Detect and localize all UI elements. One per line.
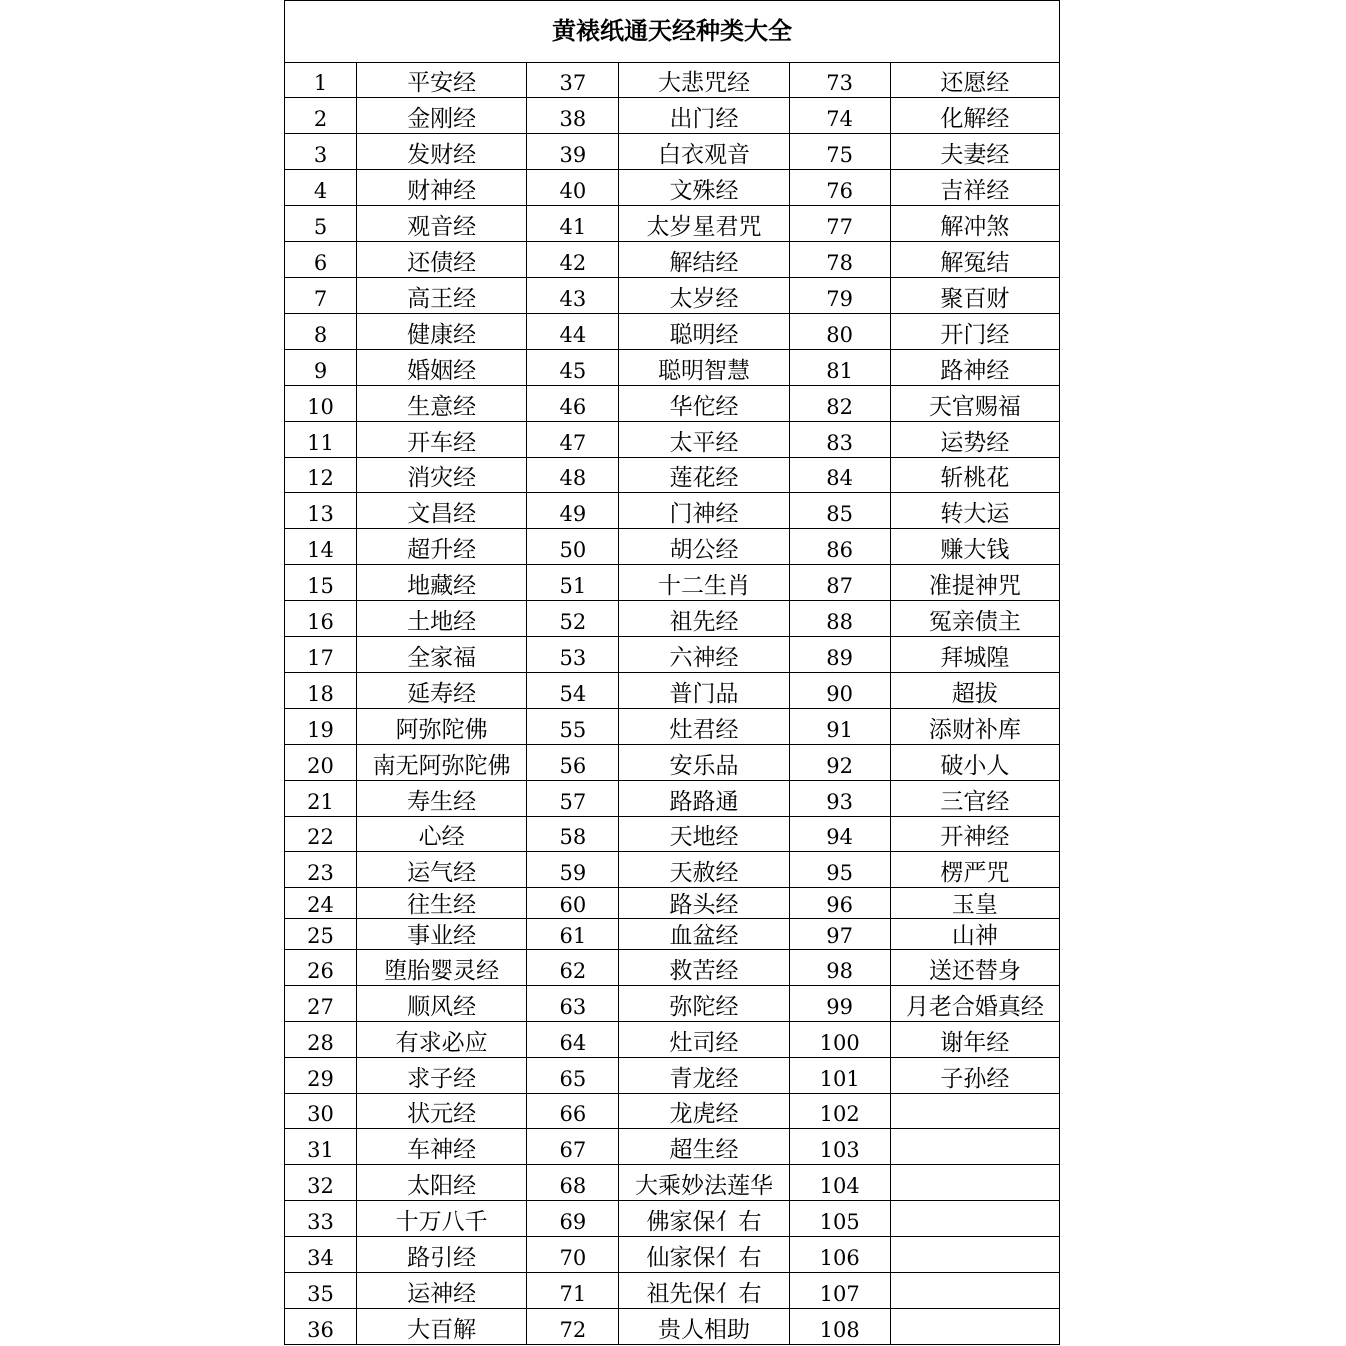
scripture-name: 救苦经 [619, 949, 789, 985]
item-number: 54 [527, 672, 619, 708]
scripture-name [890, 1165, 1059, 1201]
scripture-name: 楞严咒 [890, 852, 1059, 888]
item-number: 94 [789, 816, 890, 852]
title-row [285, 1, 1060, 63]
item-number: 39 [527, 134, 619, 170]
scripture-name: 解结经 [619, 242, 789, 278]
item-number: 49 [527, 493, 619, 529]
item-number: 45 [527, 349, 619, 385]
item-number: 69 [527, 1201, 619, 1237]
scripture-name: 解冲煞 [890, 206, 1059, 242]
item-number: 53 [527, 637, 619, 673]
scripture-name: 准提神咒 [890, 565, 1059, 601]
scripture-name: 门神经 [619, 493, 789, 529]
scripture-name: 路路通 [619, 780, 789, 816]
scripture-name: 山神 [890, 919, 1059, 950]
scripture-name: 六神经 [619, 637, 789, 673]
item-number: 44 [527, 313, 619, 349]
scripture-name: 金刚经 [357, 98, 527, 134]
table-row [285, 949, 1060, 985]
table-row [285, 852, 1060, 888]
table-row [285, 744, 1060, 780]
scripture-name: 吉祥经 [890, 170, 1059, 206]
item-number: 33 [285, 1201, 357, 1237]
item-number: 8 [285, 313, 357, 349]
scripture-name: 全家福 [357, 637, 527, 673]
scripture-name: 文殊经 [619, 170, 789, 206]
scripture-name: 聪明经 [619, 313, 789, 349]
scripture-name: 灶君经 [619, 708, 789, 744]
item-number: 63 [527, 985, 619, 1021]
scripture-name: 拜城隍 [890, 637, 1059, 673]
item-number: 71 [527, 1273, 619, 1309]
item-number: 1 [285, 62, 357, 98]
item-number: 16 [285, 601, 357, 637]
scripture-name: 夫妻经 [890, 134, 1059, 170]
item-number: 67 [527, 1129, 619, 1165]
scripture-name: 解冤结 [890, 242, 1059, 278]
scripture-name: 事业经 [357, 919, 527, 950]
scripture-name: 阿弥陀佛 [357, 708, 527, 744]
scripture-name: 车神经 [357, 1129, 527, 1165]
scripture-name: 出门经 [619, 98, 789, 134]
item-number: 25 [285, 919, 357, 950]
scripture-name: 华佗经 [619, 385, 789, 421]
scripture-name: 祖先保亻右 [619, 1273, 789, 1309]
table-row [285, 780, 1060, 816]
scripture-name: 破小人 [890, 744, 1059, 780]
item-number: 97 [789, 919, 890, 950]
item-number: 100 [789, 1021, 890, 1057]
table-row [285, 1273, 1060, 1309]
scripture-name: 地藏经 [357, 565, 527, 601]
item-number: 9 [285, 349, 357, 385]
item-number: 11 [285, 421, 357, 457]
item-number: 107 [789, 1273, 890, 1309]
scripture-name: 安乐品 [619, 744, 789, 780]
item-number: 106 [789, 1237, 890, 1273]
item-number: 81 [789, 349, 890, 385]
item-number: 89 [789, 637, 890, 673]
scripture-name: 寿生经 [357, 780, 527, 816]
scripture-name: 心经 [357, 816, 527, 852]
scripture-name [890, 1201, 1059, 1237]
scripture-name: 还愿经 [890, 62, 1059, 98]
item-number: 84 [789, 457, 890, 493]
table-row [285, 1057, 1060, 1093]
scripture-name: 开车经 [357, 421, 527, 457]
scripture-name: 高王经 [357, 277, 527, 313]
item-number: 20 [285, 744, 357, 780]
table-row [285, 421, 1060, 457]
table-row [285, 62, 1060, 98]
scripture-name: 太岁星君咒 [619, 206, 789, 242]
table-row [285, 708, 1060, 744]
scripture-name: 发财经 [357, 134, 527, 170]
item-number: 7 [285, 277, 357, 313]
item-number: 103 [789, 1129, 890, 1165]
scripture-name: 运势经 [890, 421, 1059, 457]
table-row [285, 134, 1060, 170]
scripture-name: 祖先经 [619, 601, 789, 637]
item-number: 13 [285, 493, 357, 529]
item-number: 26 [285, 949, 357, 985]
item-number: 72 [527, 1308, 619, 1344]
item-number: 79 [789, 277, 890, 313]
item-number: 68 [527, 1165, 619, 1201]
scripture-name: 斩桃花 [890, 457, 1059, 493]
item-number: 22 [285, 816, 357, 852]
scripture-name: 路引经 [357, 1237, 527, 1273]
item-number: 15 [285, 565, 357, 601]
item-number: 104 [789, 1165, 890, 1201]
item-number: 34 [285, 1237, 357, 1273]
item-number: 42 [527, 242, 619, 278]
scripture-name: 聚百财 [890, 277, 1059, 313]
scripture-name: 十万八千 [357, 1201, 527, 1237]
item-number: 90 [789, 672, 890, 708]
item-number: 28 [285, 1021, 357, 1057]
scripture-name: 三官经 [890, 780, 1059, 816]
scripture-name: 求子经 [357, 1057, 527, 1093]
scripture-name: 添财补库 [890, 708, 1059, 744]
item-number: 52 [527, 601, 619, 637]
item-number: 78 [789, 242, 890, 278]
item-number: 61 [527, 919, 619, 950]
scripture-name: 顺风经 [357, 985, 527, 1021]
scripture-name: 赚大钱 [890, 529, 1059, 565]
item-number: 12 [285, 457, 357, 493]
item-number: 70 [527, 1237, 619, 1273]
item-number: 27 [285, 985, 357, 1021]
item-number: 105 [789, 1201, 890, 1237]
scripture-name: 路神经 [890, 349, 1059, 385]
table-row [285, 98, 1060, 134]
item-number: 48 [527, 457, 619, 493]
item-number: 93 [789, 780, 890, 816]
item-number: 46 [527, 385, 619, 421]
table-row [285, 1237, 1060, 1273]
scripture-name: 文昌经 [357, 493, 527, 529]
scripture-name: 天赦经 [619, 852, 789, 888]
item-number: 85 [789, 493, 890, 529]
scripture-name: 还债经 [357, 242, 527, 278]
table-row [285, 601, 1060, 637]
scripture-name: 太岁经 [619, 277, 789, 313]
item-number: 91 [789, 708, 890, 744]
item-number: 30 [285, 1093, 357, 1129]
item-number: 29 [285, 1057, 357, 1093]
item-number: 65 [527, 1057, 619, 1093]
table-row [285, 313, 1060, 349]
table-title: 黄裱纸通天经种类大全 [285, 1, 1060, 63]
item-number: 3 [285, 134, 357, 170]
item-number: 36 [285, 1308, 357, 1344]
scripture-name: 太阳经 [357, 1165, 527, 1201]
scripture-name: 往生经 [357, 888, 527, 919]
item-number: 35 [285, 1273, 357, 1309]
scripture-name: 冤亲债主 [890, 601, 1059, 637]
scripture-name: 延寿经 [357, 672, 527, 708]
table-row [285, 493, 1060, 529]
table-row [285, 206, 1060, 242]
scripture-name: 状元经 [357, 1093, 527, 1129]
item-number: 50 [527, 529, 619, 565]
scripture-name: 龙虎经 [619, 1093, 789, 1129]
table-row [285, 1308, 1060, 1344]
item-number: 32 [285, 1165, 357, 1201]
item-number: 96 [789, 888, 890, 919]
scripture-name: 仙家保亻右 [619, 1237, 789, 1273]
item-number: 10 [285, 385, 357, 421]
scripture-name [890, 1273, 1059, 1309]
scripture-name: 天官赐福 [890, 385, 1059, 421]
scripture-name: 财神经 [357, 170, 527, 206]
scripture-name [890, 1093, 1059, 1129]
scripture-name: 胡公经 [619, 529, 789, 565]
scripture-name: 超生经 [619, 1129, 789, 1165]
item-number: 21 [285, 780, 357, 816]
item-number: 64 [527, 1021, 619, 1057]
scripture-name: 转大运 [890, 493, 1059, 529]
item-number: 95 [789, 852, 890, 888]
item-number: 108 [789, 1308, 890, 1344]
table-row [285, 816, 1060, 852]
table-row [285, 1021, 1060, 1057]
scripture-name: 超升经 [357, 529, 527, 565]
scripture-name: 开神经 [890, 816, 1059, 852]
item-number: 66 [527, 1093, 619, 1129]
scripture-name: 堕胎婴灵经 [357, 949, 527, 985]
table-row [285, 565, 1060, 601]
scripture-name: 观音经 [357, 206, 527, 242]
item-number: 56 [527, 744, 619, 780]
table-row [285, 529, 1060, 565]
scripture-name: 普门品 [619, 672, 789, 708]
scripture-name: 有求必应 [357, 1021, 527, 1057]
scripture-name: 路头经 [619, 888, 789, 919]
item-number: 80 [789, 313, 890, 349]
item-number: 102 [789, 1093, 890, 1129]
scripture-name: 血盆经 [619, 919, 789, 950]
scripture-name: 大百解 [357, 1308, 527, 1344]
scripture-name: 弥陀经 [619, 985, 789, 1021]
item-number: 37 [527, 62, 619, 98]
table-row [285, 1165, 1060, 1201]
item-number: 76 [789, 170, 890, 206]
item-number: 43 [527, 277, 619, 313]
scripture-name: 天地经 [619, 816, 789, 852]
table-row [285, 1201, 1060, 1237]
item-number: 73 [789, 62, 890, 98]
table-row [285, 277, 1060, 313]
item-number: 88 [789, 601, 890, 637]
scripture-name [890, 1308, 1059, 1344]
item-number: 38 [527, 98, 619, 134]
scripture-name: 平安经 [357, 62, 527, 98]
item-number: 77 [789, 206, 890, 242]
scripture-name [890, 1237, 1059, 1273]
scripture-name: 化解经 [890, 98, 1059, 134]
item-number: 40 [527, 170, 619, 206]
item-number: 87 [789, 565, 890, 601]
item-number: 82 [789, 385, 890, 421]
scripture-name: 大悲咒经 [619, 62, 789, 98]
item-number: 14 [285, 529, 357, 565]
table-row [285, 1129, 1060, 1165]
item-number: 24 [285, 888, 357, 919]
table-row [285, 242, 1060, 278]
scripture-name: 生意经 [357, 385, 527, 421]
item-number: 17 [285, 637, 357, 673]
item-number: 60 [527, 888, 619, 919]
item-number: 47 [527, 421, 619, 457]
scripture-name: 婚姻经 [357, 349, 527, 385]
scripture-name: 贵人相助 [619, 1308, 789, 1344]
scripture-name: 莲花经 [619, 457, 789, 493]
table-row [285, 919, 1060, 950]
scripture-name: 送还替身 [890, 949, 1059, 985]
item-number: 4 [285, 170, 357, 206]
table-row [285, 672, 1060, 708]
item-number: 41 [527, 206, 619, 242]
table-row [285, 170, 1060, 206]
item-number: 19 [285, 708, 357, 744]
table-row [285, 985, 1060, 1021]
scripture-name: 玉皇 [890, 888, 1059, 919]
table-row [285, 457, 1060, 493]
item-number: 23 [285, 852, 357, 888]
table-row [285, 1093, 1060, 1129]
item-number: 51 [527, 565, 619, 601]
scripture-name: 大乘妙法莲华 [619, 1165, 789, 1201]
scripture-name: 白衣观音 [619, 134, 789, 170]
item-number: 74 [789, 98, 890, 134]
table-row [285, 888, 1060, 919]
item-number: 86 [789, 529, 890, 565]
item-number: 101 [789, 1057, 890, 1093]
item-number: 83 [789, 421, 890, 457]
item-number: 58 [527, 816, 619, 852]
item-number: 5 [285, 206, 357, 242]
table-row [285, 637, 1060, 673]
scripture-table [284, 0, 1060, 1345]
scripture-name: 聪明智慧 [619, 349, 789, 385]
item-number: 92 [789, 744, 890, 780]
scripture-name: 健康经 [357, 313, 527, 349]
item-number: 99 [789, 985, 890, 1021]
table-row [285, 349, 1060, 385]
scripture-name: 佛家保亻右 [619, 1201, 789, 1237]
item-number: 31 [285, 1129, 357, 1165]
item-number: 98 [789, 949, 890, 985]
item-number: 59 [527, 852, 619, 888]
item-number: 2 [285, 98, 357, 134]
scripture-name: 十二生肖 [619, 565, 789, 601]
scripture-name: 谢年经 [890, 1021, 1059, 1057]
item-number: 62 [527, 949, 619, 985]
scripture-name: 运气经 [357, 852, 527, 888]
item-number: 55 [527, 708, 619, 744]
scripture-name: 月老合婚真经 [890, 985, 1059, 1021]
scripture-name [890, 1129, 1059, 1165]
table-row [285, 385, 1060, 421]
item-number: 18 [285, 672, 357, 708]
scripture-name: 土地经 [357, 601, 527, 637]
scripture-name: 开门经 [890, 313, 1059, 349]
scripture-name: 南无阿弥陀佛 [357, 744, 527, 780]
scripture-name: 运神经 [357, 1273, 527, 1309]
item-number: 6 [285, 242, 357, 278]
scripture-name: 青龙经 [619, 1057, 789, 1093]
scripture-name: 太平经 [619, 421, 789, 457]
scripture-name: 灶司经 [619, 1021, 789, 1057]
item-number: 57 [527, 780, 619, 816]
scripture-name: 子孙经 [890, 1057, 1059, 1093]
scripture-name: 超拔 [890, 672, 1059, 708]
item-number: 75 [789, 134, 890, 170]
scripture-name: 消灾经 [357, 457, 527, 493]
